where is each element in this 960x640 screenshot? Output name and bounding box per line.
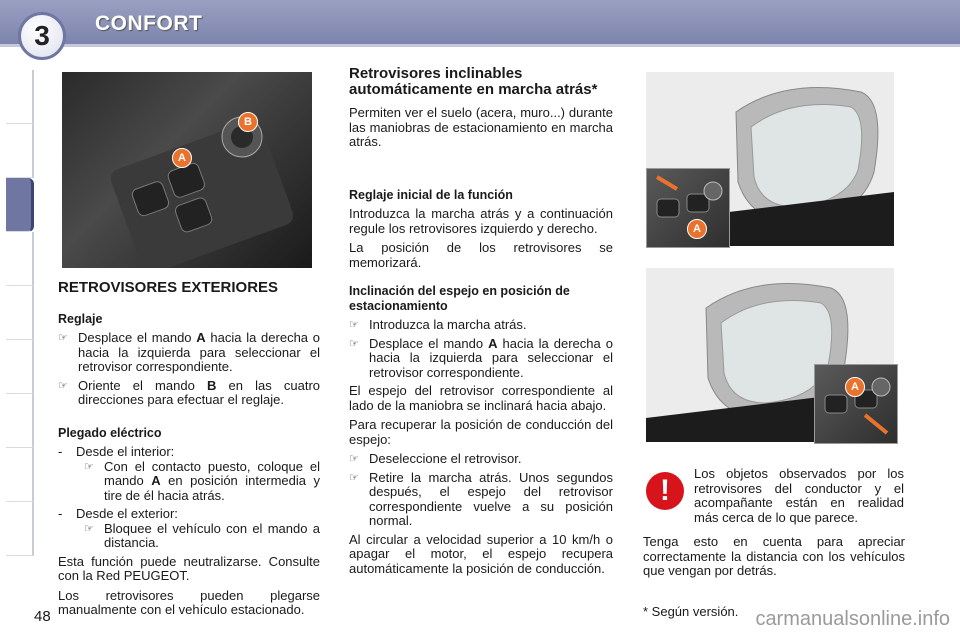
left-column <box>58 281 320 623</box>
list-item <box>58 445 320 460</box>
paragraph: Permiten ver el suelo (acera, muro...) durante las maniobras de estacionamiento en marcha atrás. <box>349 105 613 149</box>
dash-marker: - <box>58 444 63 459</box>
subheading: Reglaje <box>58 311 103 326</box>
pointer-icon: ☞ <box>58 332 68 344</box>
chapter-tab[interactable] <box>6 286 34 340</box>
chapter-tab[interactable] <box>6 394 34 448</box>
subheading: Reglaje inicial de la función <box>349 187 513 202</box>
control-b-label: B <box>238 112 258 132</box>
subheading: Inclinación del espejo en posición de estacionamiento <box>349 284 570 313</box>
list-item-text: Deseleccione el retrovisor. <box>369 451 522 466</box>
list-item <box>58 379 320 408</box>
pointer-icon: ☞ <box>349 471 359 484</box>
list-item-text: Con el contacto puesto, coloque el mando A en posición intermedia y tire de él hacia atrás. <box>104 458 320 503</box>
chapter-tab[interactable] <box>6 70 34 124</box>
list-item-text: Desplace el mando A hacia la derecha o hacia la izquierda para seleccionar el retrovisor correspondiente. <box>369 335 613 380</box>
list-item-text: Oriente el mando B en las cuatro direcciones para efectuar el reglaje. <box>78 377 320 407</box>
pointer-icon: ☞ <box>349 337 359 350</box>
paragraph: Para recuperar la posición de conducción del espejo: <box>349 417 613 447</box>
paragraph: Al circular a velocidad superior a 10 km/h o apagar el motor, el espejo recupera automáticamente la posición de conducción. <box>349 531 613 576</box>
paragraph: La posición de los retrovisores se memorizará. <box>349 240 613 270</box>
list-item <box>58 507 320 522</box>
chapter-tabs <box>6 70 34 556</box>
pointer-icon: ☞ <box>84 460 94 473</box>
warning-text: Los objetos observados por los retrovisores del conductor y el acompañante están en realidad más cerca de lo que parece. <box>694 466 904 525</box>
page-number: 48 <box>34 608 51 625</box>
list-item-text: Retire la marcha atrás. Unos segundos después, el espejo del retrovisor correspondiente vuelve a su posición normal. <box>369 469 613 528</box>
list-item-text: Desplace el mando A hacia la derecha o hacia la izquierda para seleccionar el retrovisor correspondiente. <box>78 330 320 374</box>
paragraph: Introduzca la marcha atrás y a continuación regule los retrovisores izquierdo y derecho. <box>349 206 613 236</box>
chapter-tab[interactable] <box>6 124 34 178</box>
chapter-tab[interactable] <box>6 502 34 556</box>
list-item <box>58 331 320 375</box>
list-item-text: Bloquee el vehículo con el mando a distancia. <box>104 520 320 550</box>
door-controls-illustration <box>62 72 312 268</box>
chapter-tab[interactable] <box>6 232 34 286</box>
warning-paragraph: Tenga esto en cuenta para apreciar correctamente la distancia con los vehículos que vengan por detrás. <box>643 534 905 578</box>
section-heading: Retrovisores inclinables automáticamente en marcha atrás* <box>349 65 598 98</box>
subheading: Plegado eléctrico <box>58 425 162 440</box>
mirror-control-inset-bottom <box>814 364 898 444</box>
paragraph: El espejo del retrovisor correspondiente al lado de la maniobra se inclinará hacia abajo. <box>349 383 613 413</box>
mirror-control-illustration <box>647 169 729 247</box>
list-item-text: Introduzca la marcha atrás. <box>369 317 527 332</box>
pointer-icon: ☞ <box>349 319 359 331</box>
list-item-text: Desde el interior: <box>76 444 175 459</box>
paragraph: Los retrovisores pueden plegarse manualmente con el vehículo estacionado. <box>58 587 320 617</box>
chapter-tab[interactable] <box>6 448 34 502</box>
list-item <box>349 337 613 381</box>
mirror-control-inset-top <box>646 168 730 248</box>
list-item <box>349 471 613 529</box>
dash-marker: - <box>58 506 63 521</box>
door-controls-photo <box>62 72 312 268</box>
chapter-number-badge: 3 <box>18 12 66 60</box>
section-title: CONFORT <box>95 12 203 35</box>
chapter-tab-active[interactable] <box>6 178 34 232</box>
chapter-tab[interactable] <box>6 340 34 394</box>
middle-column <box>349 66 613 581</box>
control-a-label: A <box>172 148 192 168</box>
pointer-icon: ☞ <box>349 453 359 465</box>
list-item-text: Desde el exterior: <box>76 506 178 521</box>
watermark: carmanualsonline.info <box>755 608 950 630</box>
header-stripe <box>0 44 960 47</box>
control-a-label: A <box>845 377 865 397</box>
footnote: * Según versión. <box>643 604 739 619</box>
warning-icon: ! <box>646 472 684 510</box>
pointer-icon: ☞ <box>84 522 94 535</box>
section-heading: RETROVISORES EXTERIORES <box>58 279 279 296</box>
list-item <box>58 460 320 504</box>
list-item <box>349 452 613 467</box>
paragraph: Esta función puede neutralizarse. Consulte con la Red PEUGEOT. <box>58 553 320 583</box>
pointer-icon: ☞ <box>58 379 68 392</box>
control-a-label: A <box>687 219 707 239</box>
list-item <box>349 318 613 333</box>
list-item <box>58 522 320 551</box>
